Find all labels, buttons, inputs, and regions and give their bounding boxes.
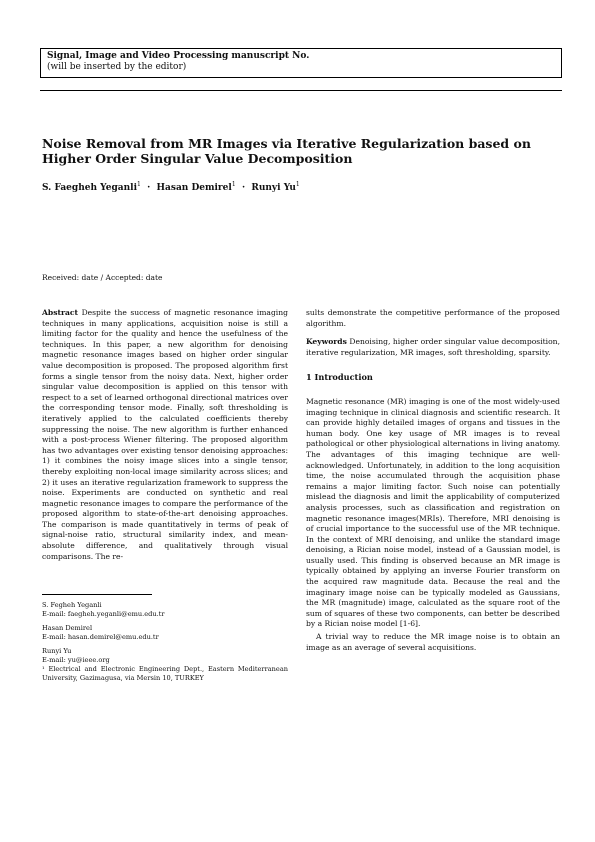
author-separator: · — [147, 183, 151, 193]
author-name: S. Faegheh Yeganli — [42, 183, 138, 193]
footnote-name: Runyi Yu — [42, 647, 72, 655]
intro-paragraph: A trivial way to reduce the MR image noise is to obtain an image as an average of several acquisitions. — [306, 632, 560, 652]
author-affil-mark: 1 — [295, 181, 300, 188]
abstract-paragraph — [42, 308, 288, 562]
author-name: Runyi Yu — [251, 183, 296, 193]
left-column — [42, 308, 288, 562]
footnote-name: Hasan Demirel — [42, 624, 93, 632]
section-heading: 1 Introduction — [306, 372, 373, 383]
abstract-continuation: sults demonstrate the competitive performance of the proposed algorithm. — [306, 308, 560, 328]
received-line: Received: date / Accepted: date — [42, 273, 163, 282]
abstract-text: Despite the success of magnetic resonance imaging techniques in many applications, acquisition noise is still a limiting factor for the quality and hence the usefulness of the techniques. In this paper, a new algorithm for denoising magnetic resonance images based on higher order singular value decomposition is proposed. The proposed algorithm first forms a single tensor from the noisy data. Next, higher order singular value decomposition is applied on this tensor with respect to a set of learned orthogonal directional matrices over the corresponding tensor mode. Finally, soft thresholding is iteratively applied to the calculated coefficients thereby suppressing the noise. The new algorithm is further enhanced with a post-process Wiener filtering. The proposed algorithm has two advantages over existing tensor denoising approaches: 1) it combines the noisy image slices into a single tensor, thereby exploiting non-local image similarity across slices; and 2) it uses an iterative regularization framework to suppress the noise. Experiments are conducted on synthetic and real magnetic resonance images to compare the performance of the proposed algorithm to state-of-the-art denoising approaches. The comparison is made quantitatively in terms of peak of signal-noise ratio, structural similarity index, and mean-absolute difference, and qualitatively through visual comparisons. The re- — [42, 308, 288, 561]
paper-title: Noise Removal from MR Images via Iterative Regularization based on Higher Order Singular Value Decomposition — [42, 136, 531, 166]
footnote-author — [42, 647, 288, 665]
journal-header-line1: Signal, Image and Video Processing manuscript No. — [47, 51, 310, 61]
footnote-email: E-mail: yu@ieee.org — [42, 656, 110, 664]
keywords-text: Denoising, higher order singular value decomposition, iterative regularization, MR images, soft thresholding, sparsity. — [306, 337, 560, 357]
right-column — [306, 308, 560, 653]
keywords-paragraph — [306, 337, 560, 358]
author-list — [42, 181, 562, 193]
author-affil-mark: 1 — [137, 181, 141, 188]
journal-header-line2: (will be inserted by the editor) — [47, 62, 187, 72]
footnote-author — [42, 601, 288, 619]
abstract-label: Abstract — [42, 308, 79, 317]
affiliation: ¹ Electrical and Electronic Engineering Dept., Eastern Mediterranean University, Gazimagusa, via Mersin 10, TURKEY — [42, 665, 288, 682]
footnote-email: E-mail: faegheh.yeganli@emu.edu.tr — [42, 610, 165, 618]
keywords-label: Keywords — [306, 337, 347, 347]
intro-paragraph: Magnetic resonance (MR) imaging is one of the most widely-used imaging technique in clinical diagnosis and scientific research. It can provide highly detailed images of organs and tissues in the human body. One key usage of MR images is to reveal pathological or other physiological alternations in living anatomy. The advantages of this imaging technique are well-acknowledged. Unfortunately, in addition to the long acquisition time, the noise accumulated through the acquisition phase remains a major limiting factor. Such noise can potentially mislead the diagnosis and limit the applicability of computerized analysis processes, such as classification and registration on magnetic resonance images(MRIs). Therefore, MRI denoising is of crucial importance to the successful use of the MR technique. In the context of MRI denoising, and unlike the standard image denoising, a Rician noise model, instead of a Gaussian model, is usually used. This finding is observed because an MR image is typically obtained by applying an inverse Fourier transform on the acquired raw magnitude data. Because the real and the imaginary image noise can be typically modeled as Gaussians, the MR (magnitude) image, calculated as the square root of the sum of squares of these two components, can better be described by a Rician noise model [1-6]. — [306, 396, 560, 629]
author-name: Hasan Demirel — [156, 183, 232, 193]
footnotes — [42, 601, 288, 683]
header-rule — [40, 90, 562, 91]
footnote-name: S. Fegheh Yeganli — [42, 601, 102, 609]
author-affil-mark: 1 — [231, 181, 236, 188]
author-separator: · — [241, 183, 246, 193]
footnote-rule — [42, 594, 152, 595]
footnote-email: E-mail: hasan.demirel@emu.edu.tr — [42, 633, 159, 641]
journal-header-box — [40, 48, 562, 78]
footnote-author — [42, 624, 288, 642]
